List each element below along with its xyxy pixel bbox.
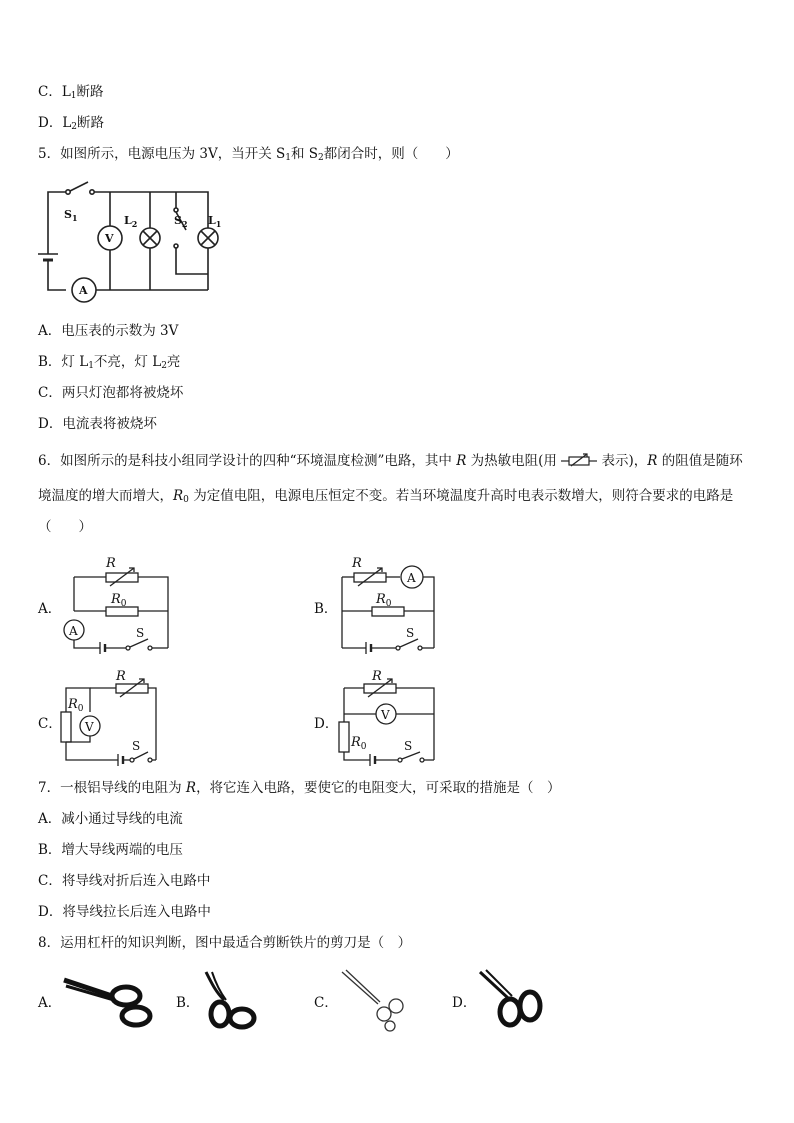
q5-option-b: B．灯 $L_1$不亮，灯 $L_2$亮 bbox=[38, 354, 181, 371]
q5-stem: 5．如图所示，电源电压为 3V，当开关 $S_1$和 $S_2$都闭合时，则（ ） bbox=[38, 146, 459, 163]
svg-text:R0: $R_0$ bbox=[68, 697, 84, 714]
svg-text:L1: $L_1$ bbox=[208, 214, 222, 229]
q5-option-d: D．电流表将被烧坏 bbox=[38, 416, 157, 432]
svg-text:V: V bbox=[85, 720, 94, 734]
q6-option-a-circuit bbox=[56, 553, 176, 663]
svg-text:S1: $S_1$ bbox=[64, 208, 78, 223]
svg-text:R0: $R_0$ bbox=[111, 592, 127, 609]
q6-stem-line2: 境温度的增大而增大，$R_0$ 为定值电阻，电源电压恒定不变。若当环境温度升高时电表示数增大，则符合要求的电路是 bbox=[38, 488, 734, 505]
q6-stem-line3: （ ） bbox=[38, 519, 92, 535]
q6-option-d-label: D． bbox=[314, 716, 339, 732]
svg-text:S: S bbox=[136, 626, 145, 640]
q8-option-c-label: C． bbox=[314, 995, 338, 1011]
q4-option-d: D．$L_2$断路 bbox=[38, 115, 105, 132]
q6-option-b-label: B． bbox=[314, 601, 338, 617]
q6-stem-line1: 6．如图所示的是科技小组同学设计的四种“环境温度检测”电路，其中 R 为热敏电阻(用 表示)，R 的阻值是随环 bbox=[38, 453, 743, 469]
q7-option-c: C．将导线对折后连入电路中 bbox=[38, 873, 211, 889]
svg-text:R0: $R_0$ bbox=[351, 735, 367, 752]
q6-option-c-label: C． bbox=[38, 716, 62, 732]
svg-text:A: A bbox=[69, 624, 78, 638]
svg-text:V: V bbox=[381, 708, 390, 722]
scissors-icon bbox=[60, 970, 156, 1030]
thermistor-symbol-icon bbox=[561, 453, 597, 467]
q8-stem: 8．运用杠杆的知识判断，图中最适合剪断铁片的剪刀是（ ） bbox=[38, 935, 412, 951]
q7-stem: 7．一根铝导线的电阻为 R，将它连入电路，要使它的电阻变大，可采取的措施是（ ） bbox=[38, 780, 561, 796]
svg-text:S: S bbox=[406, 626, 415, 640]
q7-option-d: D．将导线拉长后连入电路中 bbox=[38, 904, 211, 920]
q5-option-c: C．两只灯泡都将被烧坏 bbox=[38, 385, 184, 401]
q6-option-c-circuit bbox=[56, 668, 166, 768]
svg-text:S2: $S_2$ bbox=[174, 214, 188, 229]
q4-option-c: C．$L_1$断路 bbox=[38, 84, 104, 101]
svg-text:L2: $L_2$ bbox=[124, 214, 138, 229]
svg-text:A: A bbox=[79, 284, 88, 297]
q5-option-a: A．电压表的示数为 3V bbox=[38, 323, 179, 339]
svg-text:A: A bbox=[407, 571, 416, 585]
q7-option-a: A．减小通过导线的电流 bbox=[38, 811, 183, 827]
q8-option-d-label: D． bbox=[452, 995, 477, 1011]
svg-text:R0: $R_0$ bbox=[376, 592, 392, 609]
scissors-icon bbox=[474, 968, 546, 1030]
svg-text:R: R bbox=[372, 669, 382, 684]
svg-text:R: R bbox=[352, 556, 362, 571]
q8-option-b-label: B． bbox=[176, 995, 200, 1011]
q6-option-d-circuit bbox=[334, 668, 444, 768]
svg-text:R: R bbox=[116, 669, 126, 684]
q8-option-a-label: A． bbox=[38, 995, 62, 1011]
q5-circuit-diagram bbox=[36, 178, 226, 306]
svg-text:S: S bbox=[404, 739, 413, 753]
scissors-icon bbox=[338, 968, 414, 1034]
svg-text:S: S bbox=[132, 739, 141, 753]
svg-text:R: R bbox=[106, 556, 116, 571]
svg-text:V: V bbox=[105, 232, 114, 245]
scissors-icon bbox=[198, 968, 262, 1032]
q6-option-b-circuit bbox=[334, 553, 444, 663]
q6-option-a-label: A． bbox=[38, 601, 62, 617]
q7-option-b: B．增大导线两端的电压 bbox=[38, 842, 183, 858]
